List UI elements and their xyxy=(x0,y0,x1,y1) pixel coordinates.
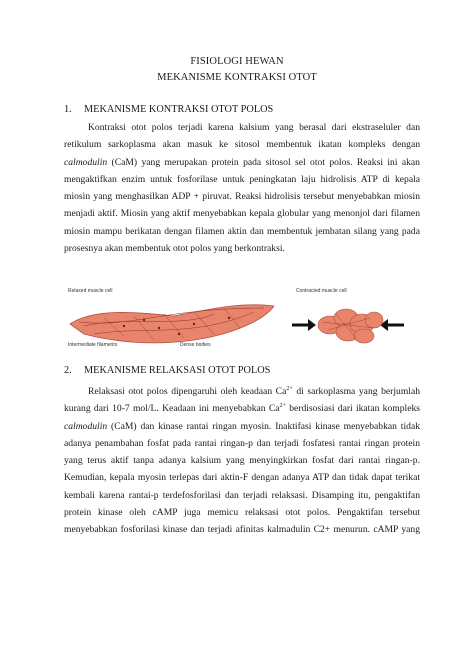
section-1-paragraph xyxy=(64,119,420,257)
paragraph-line: menyebabkan fosforilasi kinase dan terjadi afinitas kalmadulin C2+ menurun. cAMP yang xyxy=(64,524,420,536)
paragraph-line: menjadi aktif. Miosin yang aktif menyebabkan kepala globular yang menonjol dari filamen xyxy=(64,208,420,220)
section-2-number: 2. xyxy=(64,365,72,376)
intermediate-filaments-label: Intermediate filaments xyxy=(68,342,118,348)
paragraph-line: prosesnya akan membentuk otot polos yang berkontraksi. xyxy=(64,243,285,255)
calmodulin-term: calmodulin xyxy=(64,156,108,168)
section-1-title: MEKANISME KONTRAKSI OTOT POLOS xyxy=(84,104,274,115)
paragraph-line: mengaktifkan enzim untuk fosforilase untuk peningkatan laju hidrolisis ATP di kepala xyxy=(64,173,420,185)
contracted-cell-label: Contracted muscle cell xyxy=(296,288,347,294)
paragraph-line: miosin yang menghasilkan ADP + piruvat. Reaksi hidrolisis tersebut menyebabkan miosin xyxy=(64,191,420,203)
calmodulin-term: calmodulin xyxy=(64,420,108,432)
paragraph-line: calmodulin (CaM) dan kinase rantai ringan myosin. Inaktifasi kinase menyebabkan tidak xyxy=(64,420,420,432)
paragraph-line: Kemudian, kepala myosin terlepas dari aktin-F dengan adanya ATP dan tidak dapat terikat xyxy=(64,472,420,484)
paragraph-line: protein kinase oleh cAMP juga memicu relaksasi otot polos. Pengaktifan tersebut xyxy=(64,507,420,519)
cam-abbreviation: (CaM) xyxy=(111,156,138,168)
paragraph-line: adanya penambahan fosfat pada rantai ringan-p dan terjadi fosfatesi rantai ringan protein xyxy=(64,437,420,449)
section-1-heading xyxy=(64,104,273,115)
relaxed-cell-label: Relaxed muscle cell xyxy=(68,288,113,294)
section-2-heading xyxy=(64,365,270,376)
paragraph-line: miosin mampu berikatan dengan filamen aktin dan membentuk jembatan silang yang pada xyxy=(64,225,420,237)
paragraph-line: Relaksasi otot polos dipengaruhi oleh keadaan $Ca^{2+}$ di sarkoplasma yang berjumlah xyxy=(88,385,420,397)
section-1-number: 1. xyxy=(64,104,72,115)
paragraph-line: kurang dari 10-7 mol/L. Keadaan ini menyebabkan $Ca^{2+}$ berdisosiasi dari ikatan kompleks xyxy=(64,403,420,415)
paragraph-line: retikulum sarkoplasma akan masuk ke sitosol membentuk ikatan kompleks dengan xyxy=(64,139,420,151)
document-title: FISIOLOGI HEWAN xyxy=(190,56,284,67)
section-2-title: MEKANISME RELAKSASI OTOT POLOS xyxy=(84,365,271,376)
paragraph-line: yang terus aktif tanpa adanya kalsium yang menyingkirkan fosfat dari rantai ringan-p. xyxy=(64,455,420,467)
muscle-cell-figure xyxy=(64,288,410,350)
paragraph-line: calmodulin (CaM) yang merupakan protein pada sitosol sel otot polos. Reaksi ini akan xyxy=(64,156,420,168)
paragraph-line: kembali karena rantai-p terdefosforilasi dan terjadi relaksasi. Disamping itu, pengaktifan xyxy=(64,489,420,501)
document-subtitle: MEKANISME KONTRAKSI OTOT xyxy=(157,72,317,83)
paragraph-line: Kontraksi otot polos terjadi karena kalsium yang berasal dari ekstraseluler dan xyxy=(88,122,420,133)
section-2-paragraph xyxy=(64,383,420,539)
dense-bodies-label: Dense bodies xyxy=(180,342,211,348)
